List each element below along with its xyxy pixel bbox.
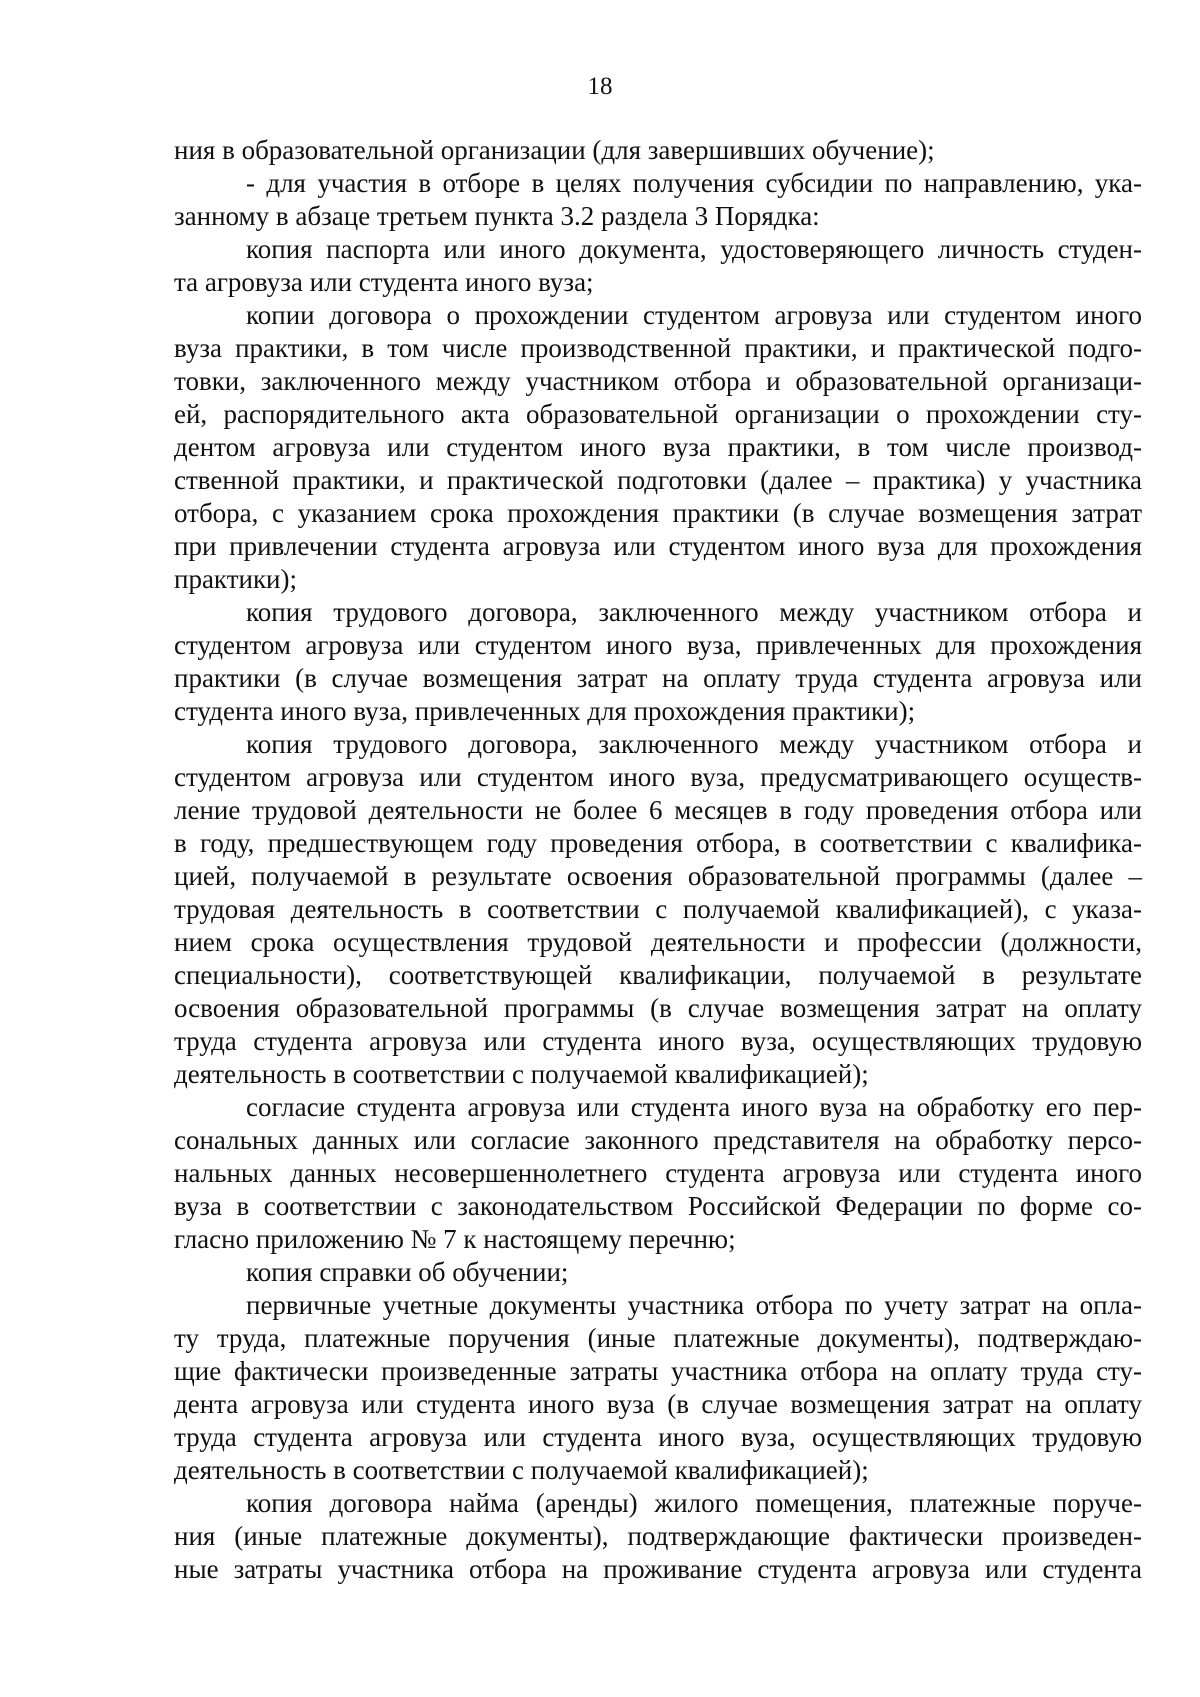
body-text (174, 134, 1142, 1586)
text-line: вуза практики, в том числе производственной практики, и практической подго- (174, 333, 1142, 363)
text-line: студентом агровуза или студентом иного вуза, привлеченных для прохождения (174, 630, 1142, 660)
text-line: щие фактически произведенные затраты участника отбора на оплату труда сту- (174, 1356, 1142, 1386)
text-line: трудовая деятельность в соответствии с получаемой квалификацией), с указа- (174, 894, 1142, 924)
text-line: первичные учетные документы участника отбора по учету затрат на опла- (246, 1290, 1142, 1320)
text-line: нальных данных несовершеннолетнего студента агровуза или студента иного (174, 1158, 1142, 1188)
text-line: нием срока осуществления трудовой деятельности и профессии (должности, (174, 927, 1142, 957)
text-line: практики (в случае возмещения затрат на оплату труда студента агровуза или (174, 663, 1142, 693)
text-line: студента иного вуза, привлеченных для прохождения практики); (174, 696, 916, 726)
page-number: 18 (587, 73, 613, 100)
text-line: копия справки об обучении; (246, 1257, 569, 1287)
text-line: труда студента агровуза или студента иного вуза, осуществляющих трудовую (174, 1026, 1142, 1056)
text-line: копия договора найма (аренды) жилого помещения, платежные поруче- (246, 1488, 1142, 1518)
text-line: согласие студента агровуза или студента иного вуза на обработку его пер- (246, 1092, 1142, 1122)
text-line: труда студента агровуза или студента иного вуза, осуществляющих трудовую (174, 1422, 1142, 1452)
text-line: при привлечении студента агровуза или студентом иного вуза для прохождения (174, 531, 1142, 561)
text-line: деятельность в соответствии с получаемой квалификацией); (174, 1059, 869, 1089)
text-line: освоения образовательной программы (в случае возмещения затрат на оплату (174, 993, 1142, 1023)
text-line: товки, заключенного между участником отбора и образовательной организаци- (174, 366, 1142, 396)
text-line: сональных данных или согласие законного представителя на обработку персо- (174, 1125, 1142, 1155)
text-line: ные затраты участника отбора на проживание студента агровуза или студента (174, 1554, 1142, 1584)
text-line: вуза в соответствии с законодательством Российской Федерации по форме со- (174, 1191, 1142, 1221)
text-line: ей, распорядительного акта образовательной организации о прохождении сту- (174, 399, 1142, 429)
text-line: ту труда, платежные поручения (иные платежные документы), подтверждаю- (174, 1323, 1142, 1353)
text-line: ственной практики, и практической подготовки (далее – практика) у участника (174, 465, 1142, 495)
text-line: студентом агровуза или студентом иного вуза, предусматривающего осуществ- (174, 762, 1142, 792)
text-line: ния в образовательной организации (для завершивших обучение); (174, 135, 935, 165)
text-line: дента агровуза или студента иного вуза (в случае возмещения затрат на оплату (174, 1389, 1142, 1419)
text-line: специальности), соответствующей квалификации, получаемой в результате (174, 960, 1142, 990)
text-line: ление трудовой деятельности не более 6 месяцев в году проведения отбора или (174, 795, 1142, 825)
text-line: дентом агровуза или студентом иного вуза практики, в том числе производ- (174, 432, 1142, 462)
text-line: в году, предшествующем году проведения отбора, в соответствии с квалифика- (174, 828, 1142, 858)
text-line: гласно приложению № 7 к настоящему перечню; (174, 1224, 736, 1254)
text-line: ния (иные платежные документы), подтверждающие фактически произведен- (174, 1521, 1142, 1551)
text-line: практики); (174, 564, 298, 594)
text-line: та агровуза или студента иного вуза; (174, 267, 594, 297)
text-line: копия трудового договора, заключенного между участником отбора и (246, 729, 1142, 759)
text-line: деятельность в соответствии с получаемой квалификацией); (174, 1455, 869, 1485)
text-line: - для участия в отборе в целях получения субсидии по направлению, ука- (246, 168, 1142, 198)
text-line: отбора, с указанием срока прохождения практики (в случае возмещения затрат (174, 498, 1142, 528)
text-line: копия трудового договора, заключенного между участником отбора и (246, 597, 1142, 627)
text-line: занному в абзаце третьем пункта 3.2 раздела 3 Порядка: (174, 201, 820, 231)
text-line: копия паспорта или иного документа, удостоверяющего личность студен- (246, 234, 1142, 264)
text-line: копии договора о прохождении студентом агровуза или студентом иного (246, 300, 1142, 330)
text-line: цией, получаемой в результате освоения образовательной программы (далее – (174, 861, 1142, 891)
